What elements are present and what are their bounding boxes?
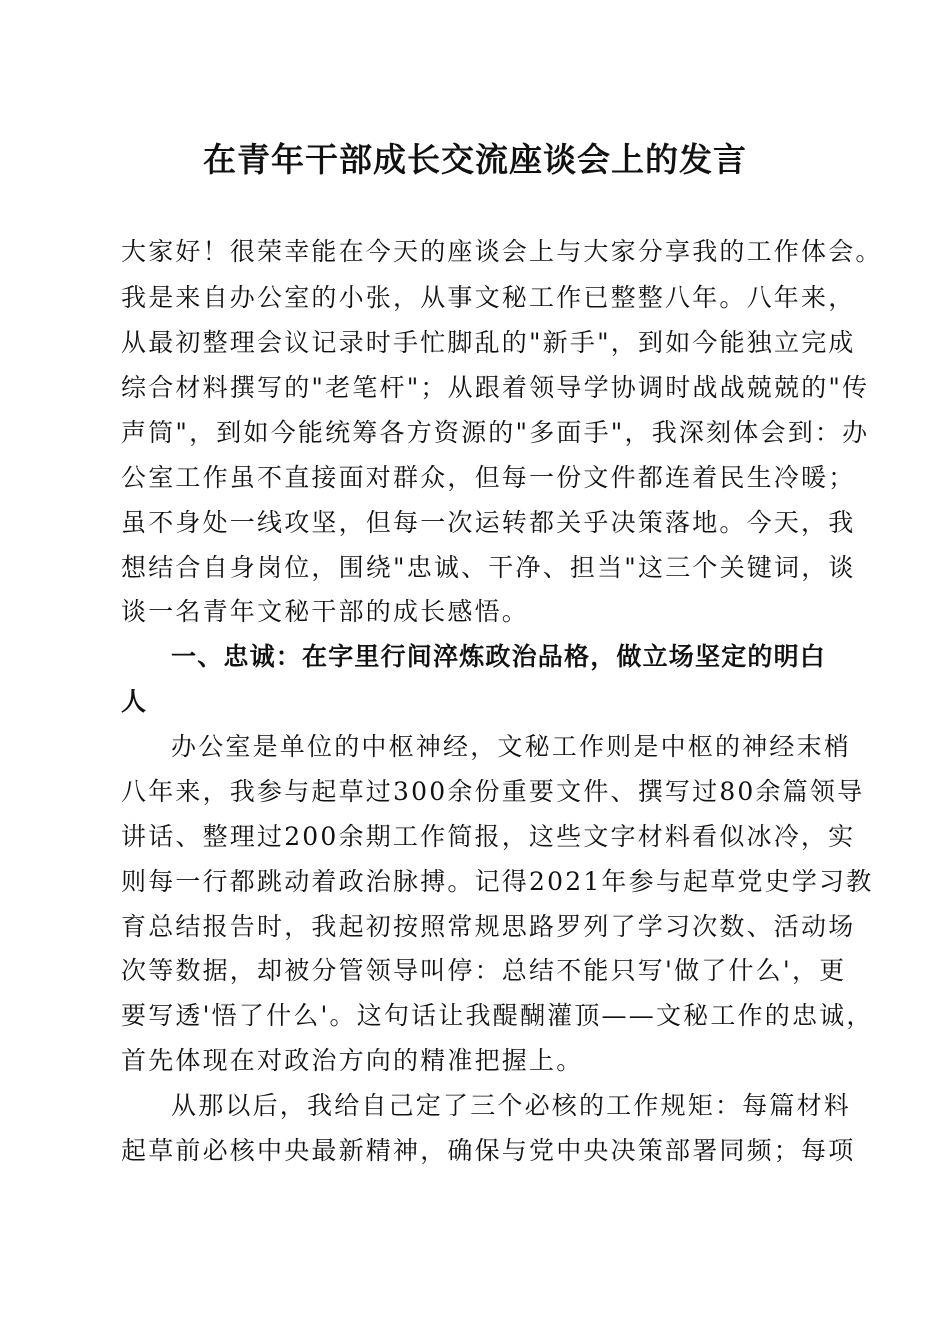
text-line: 公室工作虽不直接面对群众，但每一份文件都连着民生冷暖；: [121, 463, 856, 492]
text-line: 育总结报告时，我起初按照常规思路罗列了学习次数、活动场: [121, 912, 856, 941]
text-line: 起草前必核中央最新精神，确保与党中央决策部署同频；每项: [121, 1136, 856, 1165]
text-line: 讲话、整理过200余期工作简报，这些文字材料看似冰冷，实: [121, 822, 856, 851]
text-line: 要写透'悟了什么'。这句话让我醍醐灌顶——文秘工作的忠诚，: [121, 1001, 874, 1030]
text-line: 从最初整理会议记录时手忙脚乱的"新手"，到如今能独立完成: [121, 328, 856, 357]
text-line: 八年来，我参与起草过300余份重要文件、撰写过80余篇领导: [121, 777, 865, 806]
text-line: 办公室是单位的中枢神经，文秘工作则是中枢的神经末梢: [171, 732, 852, 761]
section-heading: 一、忠诚：在字里行间淬炼政治品格，做立场坚定的明白: [171, 642, 827, 671]
text-line: 次等数据，却被分管领导叫停：总结不能只写'做了什么'，更: [121, 956, 847, 985]
text-line: 首先体现在对政治方向的精准把握上。: [121, 1046, 584, 1075]
section-heading-continued: 人: [121, 687, 148, 716]
text-line: 大家好！很荣幸能在今天的座谈会上与大家分享我的工作体会。: [121, 237, 883, 266]
text-line: 声筒"，到如今能统筹各方资源的"多面手"，我深刻体会到：办: [121, 418, 870, 447]
text-line: 我是来自办公室的小张，从事文秘工作已整整八年。八年来，: [121, 283, 856, 312]
text-line: 想结合自身岗位，围绕"忠诚、干净、担当"这三个关键词，谈: [121, 553, 856, 582]
text-line: 则每一行都跳动着政治脉搏。记得2021年参与起草党史学习教: [121, 867, 874, 896]
document-title: 在青年干部成长交流座谈会上的发言: [203, 140, 747, 179]
text-line: 从那以后，我给自己定了三个必核的工作规矩：每篇材料: [171, 1091, 852, 1120]
text-line: 谈一名青年文秘干部的成长感悟。: [121, 597, 530, 626]
text-line: 虽不身处一线攻坚，但每一次运转都关乎决策落地。今天，我: [121, 508, 856, 537]
text-line: 综合材料撰写的"老笔杆"；从跟着领导学协调时战战兢兢的"传: [121, 373, 870, 402]
